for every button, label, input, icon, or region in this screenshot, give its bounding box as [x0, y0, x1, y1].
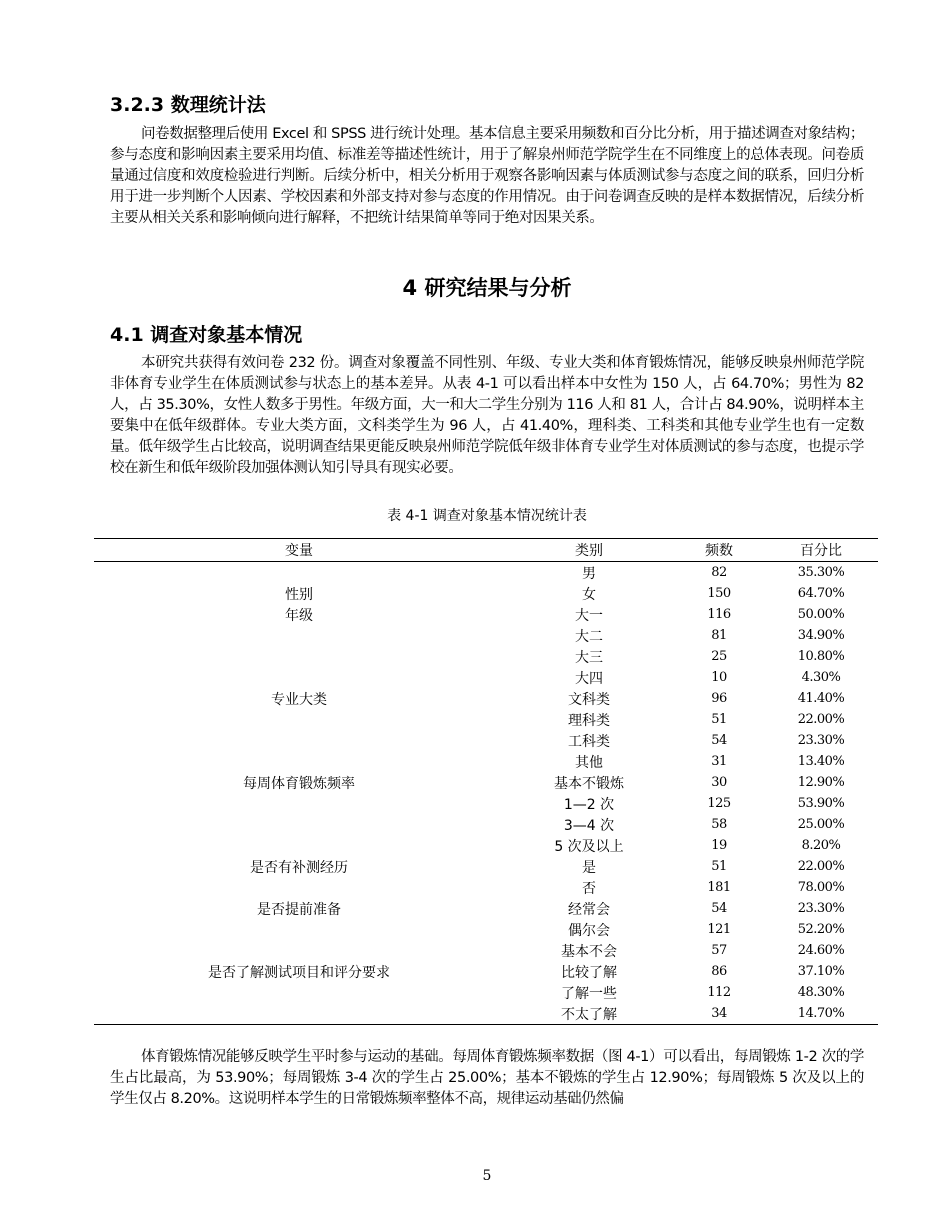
cell-variable: 是否提前准备: [257, 901, 341, 918]
cell-percent: 13.40%: [797, 754, 845, 769]
cell-frequency: 31: [711, 754, 727, 769]
table-row: [94, 982, 878, 1003]
cell-percent: 4.30%: [801, 670, 841, 685]
cell-variable: [94, 562, 504, 584]
cell-category: 偶尔会: [568, 922, 610, 939]
cell-frequency: 116: [707, 607, 731, 622]
table-row: [94, 646, 878, 667]
cell-category: 1—2 次: [563, 796, 615, 813]
table-row: [94, 1003, 878, 1025]
header-percent: 百分比: [800, 543, 842, 559]
cell-frequency: 81: [711, 628, 727, 643]
cell-variable: 是否有补测经历: [250, 859, 348, 876]
cell-variable: [94, 730, 504, 751]
table-header-row: [94, 539, 878, 562]
cell-category: 否: [582, 880, 596, 897]
cell-percent: 34.90%: [797, 628, 845, 643]
cell-variable: 年级: [285, 607, 313, 624]
table-row: [94, 688, 878, 709]
cell-category: 是: [582, 859, 596, 876]
cell-frequency: 51: [711, 859, 727, 874]
closing-paragraph: 体育锻炼情况能够反映学生平时参与运动的基础。每周体育锻炼频率数据（图 4-1）可以看出，每周锻炼 1-2 次的学生占比最高，为 53.90%；每周锻炼 3-4 次的学生占 25.00%；基本不锻炼的学生占 12.90%；每周锻炼 5 次及以上的学生仅占 8.20%。这说明样本学生的日常锻炼频率整体不高，规律运动基础仍然偏: [110, 1049, 864, 1107]
table-row: [94, 856, 878, 877]
cell-variable: [94, 667, 504, 688]
table-row: [94, 604, 878, 625]
cell-category: 不太了解: [561, 1006, 617, 1023]
section-4-1-paragraph: 本研究共获得有效问卷 232 份。调查对象覆盖不同性别、年级、专业大类和体育锻炼情况，能够反映泉州师范学院非体育专业学生在体质测试参与状态上的基本差异。从表 4-1 可以看出样本中女性为 150 人，占 64.70%；男性为 82 人，占 35.30%，女性人数多于男性。年级方面，大一和大二学生分别为 116 人和 81 人，合计占 84.90%，说明样本主要集中在低年级群体。专业大类方面，文科类学生为 96 人，占 41.40%，理科类、工科类和其他专业学生也有一定数量。低年级学生占比较高，说明调查结果更能反映泉州师范学院低年级非体育专业学生对体质测试的参与态度，也提示学校在新生和低年级阶段加强体测认知引导具有现实必要。: [110, 355, 864, 476]
cell-frequency: 51: [711, 712, 727, 727]
cell-category: 男: [582, 565, 596, 582]
cell-frequency: 30: [711, 775, 727, 790]
cell-frequency: 125: [707, 796, 731, 811]
table-row: [94, 793, 878, 814]
chapter-title: 4 研究结果与分析: [402, 276, 572, 300]
cell-variable: [94, 751, 504, 772]
cell-category: 基本不会: [561, 943, 617, 960]
cell-frequency: 150: [707, 586, 731, 601]
cell-category: 3—4 次: [563, 817, 615, 834]
cell-frequency: 57: [711, 943, 727, 958]
cell-percent: 24.60%: [797, 943, 845, 958]
section-heading-3-2-3: 3.2.3 数理统计法: [110, 94, 266, 116]
cell-variable: [94, 793, 504, 814]
cell-variable: [94, 646, 504, 667]
cell-frequency: 96: [711, 691, 727, 706]
cell-frequency: 54: [711, 901, 727, 916]
cell-percent: 37.10%: [797, 964, 845, 979]
cell-frequency: 86: [711, 964, 727, 979]
cell-category: 基本不锻炼: [554, 775, 624, 792]
cell-frequency: 34: [711, 1006, 727, 1021]
cell-percent: 10.80%: [797, 649, 845, 664]
cell-frequency: 82: [711, 565, 727, 580]
table-row: [94, 835, 878, 856]
table-row: [94, 709, 878, 730]
table-row: [94, 940, 878, 961]
cell-percent: 48.30%: [797, 985, 845, 1000]
cell-percent: 8.20%: [801, 838, 841, 853]
cell-frequency: 19: [711, 838, 727, 853]
table-row: [94, 583, 878, 604]
cell-variable: [94, 919, 504, 940]
cell-percent: 50.00%: [797, 607, 845, 622]
cell-frequency: 25: [711, 649, 727, 664]
cell-percent: 22.00%: [797, 712, 845, 727]
cell-percent: 52.20%: [797, 922, 845, 937]
table-row: [94, 919, 878, 940]
cell-category: 5 次及以上: [554, 838, 624, 855]
table-row: [94, 751, 878, 772]
cell-frequency: 10: [711, 670, 727, 685]
cell-variable: 每周体育锻炼频率: [243, 775, 355, 792]
cell-category: 比较了解: [561, 964, 617, 981]
cell-category: 女: [582, 586, 596, 603]
cell-frequency: 54: [711, 733, 727, 748]
table-row: [94, 961, 878, 982]
cell-percent: 23.30%: [797, 901, 845, 916]
table-row: [94, 625, 878, 646]
cell-variable: 专业大类: [271, 691, 327, 708]
header-category: 类别: [575, 543, 603, 559]
cell-category: 经常会: [568, 901, 610, 918]
basic-info-table: [94, 538, 878, 1025]
cell-variable: 性别: [285, 586, 313, 603]
cell-category: 了解一些: [561, 985, 617, 1002]
cell-frequency: 112: [707, 985, 731, 1000]
cell-percent: 14.70%: [797, 1006, 845, 1021]
table-body: [94, 562, 878, 1025]
cell-variable: [94, 835, 504, 856]
cell-category: 文科类: [568, 691, 610, 708]
cell-percent: 12.90%: [797, 775, 845, 790]
cell-percent: 23.30%: [797, 733, 845, 748]
table-row: [94, 562, 878, 584]
cell-variable: [94, 709, 504, 730]
cell-category: 工科类: [568, 733, 610, 750]
cell-variable: 是否了解测试项目和评分要求: [208, 964, 390, 981]
cell-category: 理科类: [568, 712, 610, 729]
cell-category: 大二: [575, 628, 603, 645]
cell-variable: [94, 877, 504, 898]
cell-percent: 25.00%: [797, 817, 845, 832]
header-variable: 变量: [285, 543, 313, 559]
cell-percent: 35.30%: [797, 565, 845, 580]
table-row: [94, 814, 878, 835]
table-row: [94, 730, 878, 751]
cell-variable: [94, 940, 504, 961]
cell-frequency: 181: [707, 880, 731, 895]
cell-percent: 78.00%: [797, 880, 845, 895]
table-row: [94, 877, 878, 898]
cell-category: 大一: [575, 607, 603, 624]
cell-category: 大四: [575, 670, 603, 687]
page-number: 5: [482, 1168, 492, 1184]
table-row: [94, 772, 878, 793]
cell-category: 其他: [575, 754, 603, 771]
section-heading-4-1: 4.1 调查对象基本情况: [110, 324, 303, 346]
cell-category: 大三: [575, 649, 603, 666]
cell-variable: [94, 1003, 504, 1025]
header-frequency: 频数: [705, 543, 733, 559]
cell-variable: [94, 982, 504, 1003]
cell-percent: 53.90%: [797, 796, 845, 811]
cell-percent: 22.00%: [797, 859, 845, 874]
cell-percent: 64.70%: [797, 586, 845, 601]
table-row: [94, 667, 878, 688]
cell-percent: 41.40%: [797, 691, 845, 706]
cell-variable: [94, 625, 504, 646]
cell-frequency: 58: [711, 817, 727, 832]
section-3-2-3-paragraph: 问卷数据整理后使用 Excel 和 SPSS 进行统计处理。基本信息主要采用频数和百分比分析，用于描述调查对象结构；参与态度和影响因素主要采用均值、标准差等描述性统计，用于了解泉州师范学院学生在不同维度上的总体表现。问卷质量通过信度和效度检验进行判断。后续分析中，相关分析用于观察各影响因素与体质测试参与态度之间的联系，回归分析用于进一步判断个人因素、学校因素和外部支持对参与态度的作用情况。由于问卷调查反映的是样本数据情况，后续分析主要从相关关系和影响倾向进行解释，不把统计结果简单等同于绝对因果关系。: [110, 126, 864, 226]
table-row: [94, 898, 878, 919]
cell-frequency: 121: [707, 922, 731, 937]
cell-variable: [94, 814, 504, 835]
table-caption: 表 4-1 调查对象基本情况统计表: [387, 508, 587, 524]
